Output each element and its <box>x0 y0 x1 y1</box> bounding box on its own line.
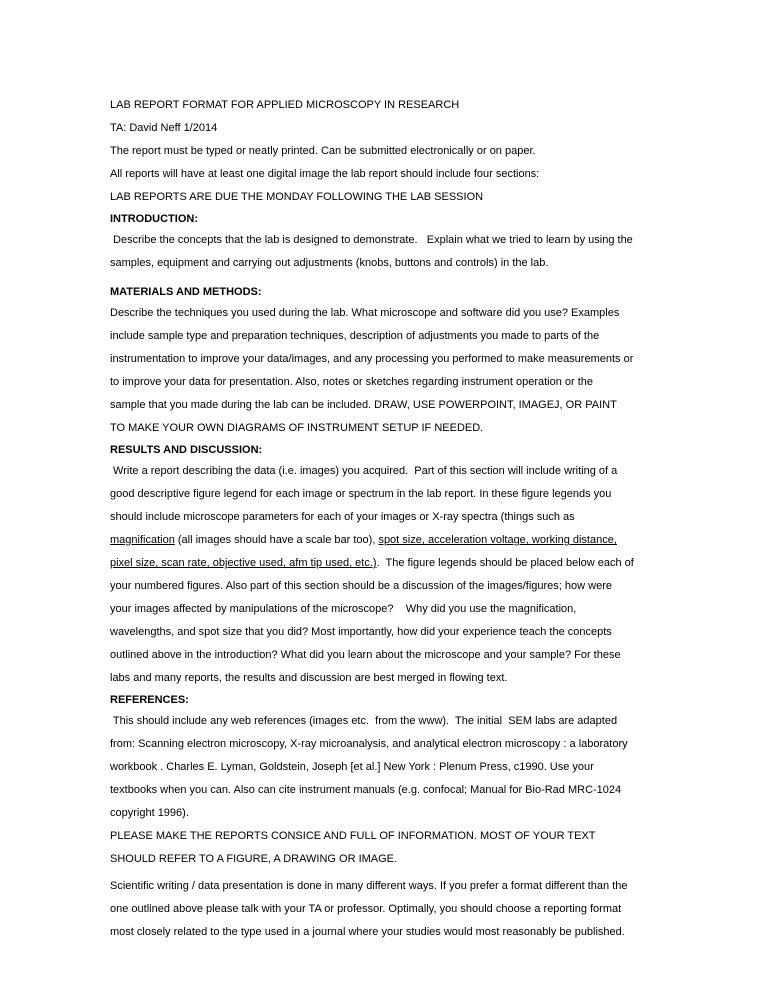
closing-line: one outlined above please talk with your TA or professor. Optimally, you should choose a reporting format <box>110 903 622 915</box>
results-line: good descriptive figure legend for each image or spectrum in the lab report. In these figure legends you <box>110 488 612 500</box>
results-line: Write a report describing the data (i.e. images) you acquired. Part of this section will include writing of a <box>110 465 618 477</box>
results-line: labs and many reports, the results and discussion are best merged in flowing text. <box>110 672 508 684</box>
underlined-term: spot size, acceleration voltage, working distance, <box>378 534 617 546</box>
materials-line: instrumentation to improve your data/images, and any processing you performed to make measurements or <box>110 353 634 365</box>
materials-line: to improve your data for presentation. Also, notes or sketches regarding instrument operation or the <box>110 376 594 388</box>
references-line: copyright 1996). <box>110 807 189 819</box>
underlined-term: magnification <box>110 534 175 546</box>
closing-line: most closely related to the type used in a journal where your studies would most reasonably be published. <box>110 926 625 938</box>
introduction-heading: INTRODUCTION: <box>110 213 198 225</box>
materials-heading: MATERIALS AND METHODS: <box>110 286 262 298</box>
references-line: from: Scanning electron microscopy, X-ray microanalysis, and analytical electron microscopy : a laboratory <box>110 738 628 750</box>
results-line: your numbered figures. Also part of this section should be a discussion of the images/figures; how were <box>110 580 612 592</box>
document-title: LAB REPORT FORMAT FOR APPLIED MICROSCOPY IN RESEARCH <box>110 99 460 111</box>
materials-line: include sample type and preparation techniques, description of adjustments you made to parts of the <box>110 330 600 342</box>
document-page <box>110 94 710 944</box>
results-text: . The figure legends should be placed below each of <box>376 557 634 569</box>
references-line: This should include any web references (images etc. from the www). The initial SEM labs are adapted <box>110 715 618 727</box>
results-heading: RESULTS AND DISCUSSION: <box>110 444 263 456</box>
materials-line: TO MAKE YOUR OWN DIAGRAMS OF INSTRUMENT SETUP IF NEEDED. <box>110 422 484 434</box>
results-text: (all images should have a scale bar too), <box>174 534 379 546</box>
results-line-parameters <box>110 552 710 575</box>
references-line: SHOULD REFER TO A FIGURE, A DRAWING OR IMAGE. <box>110 853 398 865</box>
intro-line: LAB REPORTS ARE DUE THE MONDAY FOLLOWING THE LAB SESSION <box>110 191 484 203</box>
references-heading: REFERENCES: <box>110 694 189 706</box>
results-line-parameters <box>110 529 710 552</box>
materials-line: Describe the techniques you used during the lab. What microscope and software did you use? Examples <box>110 307 620 319</box>
intro-line: The report must be typed or neatly printed. Can be submitted electronically or on paper. <box>110 145 536 157</box>
references-line: PLEASE MAKE THE REPORTS CONSICE AND FULL OF INFORMATION. MOST OF YOUR TEXT <box>110 830 596 842</box>
introduction-line: samples, equipment and carrying out adjustments (knobs, buttons and controls) in the lab. <box>110 257 549 269</box>
results-line: wavelengths, and spot size that you did? Most importantly, how did your experience teach the concepts <box>110 626 612 638</box>
introduction-line: Describe the concepts that the lab is designed to demonstrate. Explain what we tried to learn by using the <box>110 234 633 246</box>
ta-line: TA: David Neff 1/2014 <box>110 122 218 134</box>
results-line: should include microscope parameters for each of your images or X-ray spectra (things such as <box>110 511 575 523</box>
materials-line: sample that you made during the lab can be included. DRAW, USE POWERPOINT, IMAGEJ, OR PAINT <box>110 399 617 411</box>
closing-line: Scientific writing / data presentation is done in many different ways. If you prefer a format different than the <box>110 880 628 892</box>
underlined-term: pixel size, scan rate, objective used, afm tip used, etc.) <box>110 557 377 569</box>
references-line: workbook . Charles E. Lyman, Goldstein, Joseph [et al.] New York : Plenum Press, c1990. Use your <box>110 761 594 773</box>
results-line: your images affected by manipulations of the microscope? Why did you use the magnification, <box>110 603 577 615</box>
intro-line: All reports will have at least one digital image the lab report should include four sections: <box>110 168 540 180</box>
results-line: outlined above in the introduction? What did you learn about the microscope and your sample? For these <box>110 649 621 661</box>
references-line: textbooks when you can. Also can cite instrument manuals (e.g. confocal; Manual for Bio-Rad MRC-1024 <box>110 784 622 796</box>
